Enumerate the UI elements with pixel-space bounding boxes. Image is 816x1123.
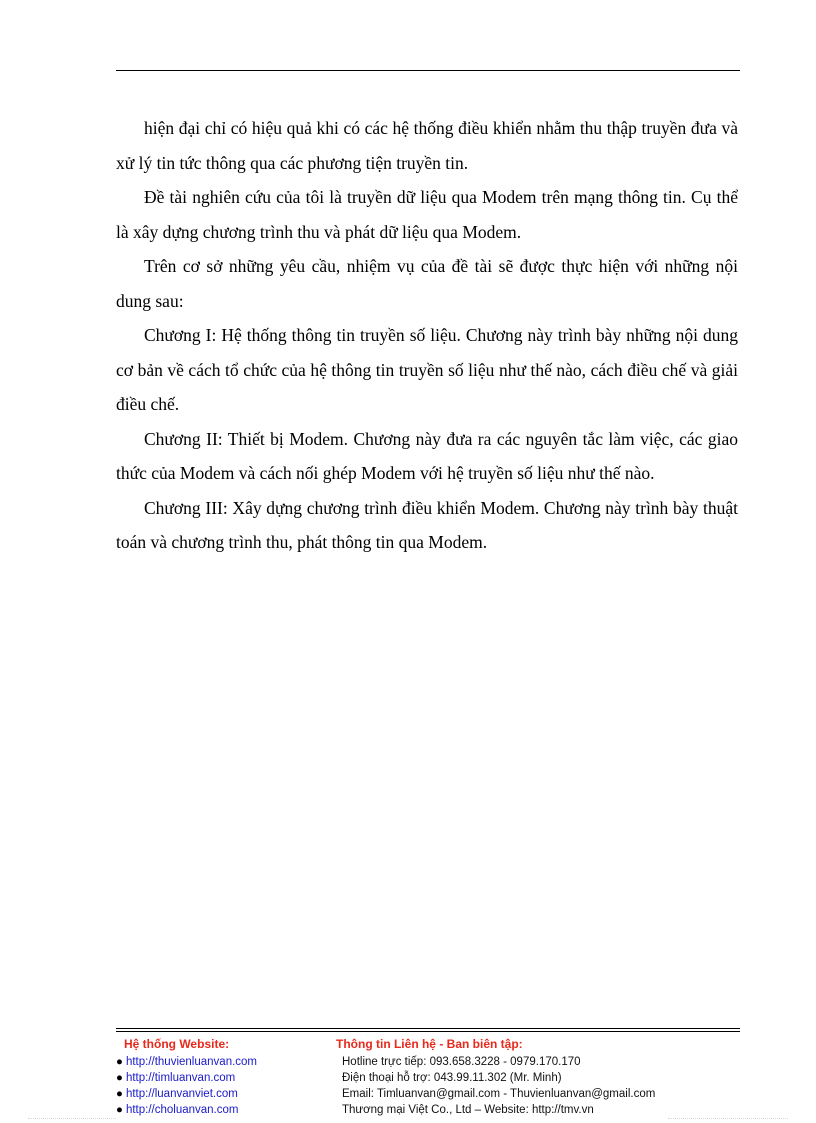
website-link[interactable]: http://timluanvan.com [125,1072,236,1084]
contact-phone: Điện thoại hỗ trợ: 043.99.11.302 (Mr. Minh) [342,1072,562,1084]
contact-email: Email: Timluanvan@gmail.com - Thuvienluanvan@gmail.com [342,1088,656,1100]
paragraph: Chương II: Thiết bị Modem. Chương này đưa ra các nguyên tắc làm việc, các giao thức của Modem và cách nối ghép Modem với hệ truyền số liệu như thế nào. [116,428,738,483]
paragraph: hiện đại chỉ có hiệu quả khi có các hệ thống điều khiển nhằm thu thập truyền đưa và xử lý tin tức thông qua các phương tiện truyền tin. [116,118,738,173]
header-rule [116,70,740,71]
bottom-dotted-line-right [668,1118,788,1119]
contact-company: Thương mại Việt Co., Ltd – Website: http://tmv.vn [342,1104,594,1116]
paragraph: Đề tài nghiên cứu của tôi là truyền dữ liệu qua Modem trên mạng thông tin. Cụ thể là xây dựng chương trình thu và phát dữ liệu qua Modem. [116,187,738,242]
document-body [116,111,738,560]
contact-column [336,1036,740,1118]
bullet-icon: ● [116,1072,123,1084]
paragraph: Chương I: Hệ thống thông tin truyền số liệu. Chương này trình bày những nội dung cơ bản về cách tổ chức của hệ thông tin truyền số liệu như thế nào, cách điều chế và giải điều chế. [116,325,738,414]
bullet-icon: ● [116,1104,123,1116]
website-item [116,1070,326,1086]
website-link[interactable]: http://choluanvan.com [125,1104,239,1116]
contact-title: Thông tin Liên hệ - Ban biên tập: [336,1037,523,1051]
bullet-icon: ● [116,1088,123,1100]
bottom-dotted-line-left [28,1118,116,1119]
paragraph: Chương III: Xây dựng chương trình điều khiển Modem. Chương này trình bày thuật toán và chương trình thu, phát thông tin qua Modem. [116,497,738,552]
website-item [116,1102,326,1118]
website-link[interactable]: http://thuvienluanvan.com [125,1056,258,1068]
websites-title: Hệ thống Website: [124,1037,230,1051]
websites-column [116,1036,326,1118]
bullet-icon: ● [116,1056,123,1068]
paragraph: Trên cơ sở những yêu cầu, nhiệm vụ của đề tài sẽ được thực hiện với những nội dung sau: [116,256,738,311]
website-item [116,1054,326,1070]
contact-hotline: Hotline trực tiếp: 093.658.3228 - 0979.170.170 [342,1056,581,1068]
footer-rule [116,1028,740,1032]
website-item [116,1086,326,1102]
website-link[interactable]: http://luanvanviet.com [125,1088,238,1100]
